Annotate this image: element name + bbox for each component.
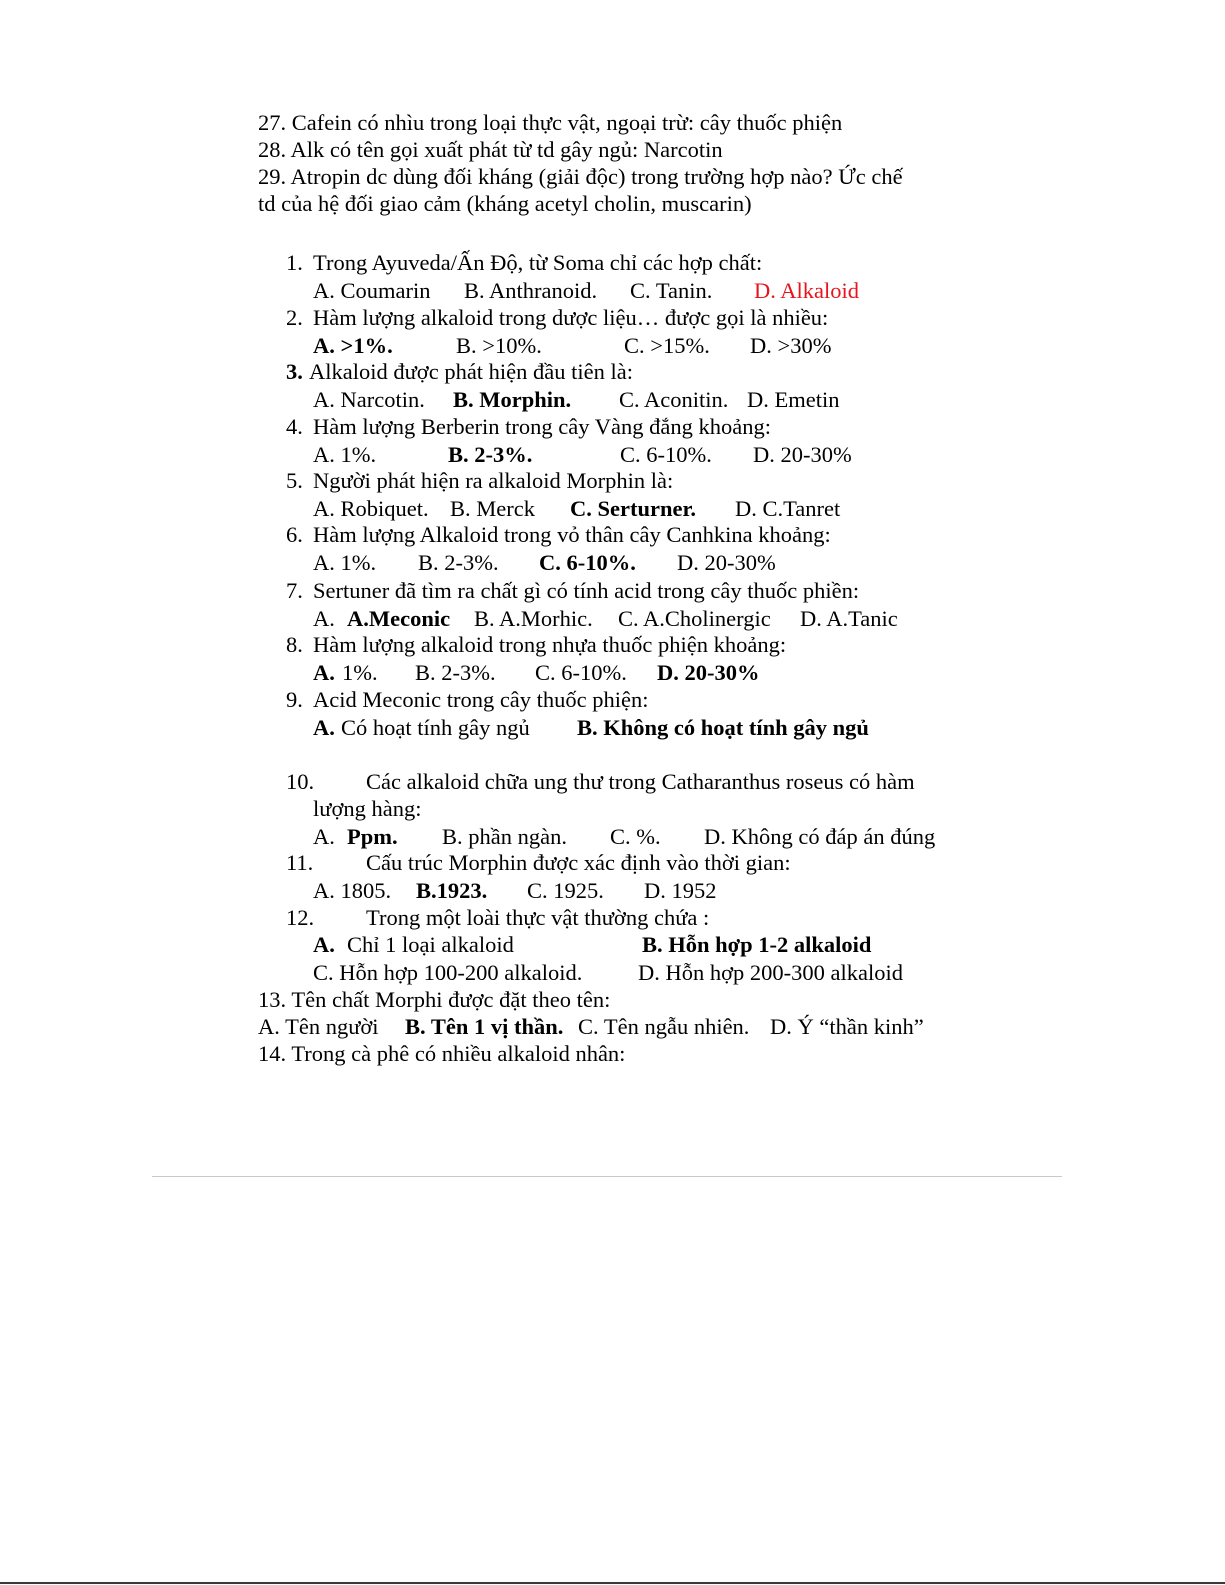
option-c: C. Tanin.	[630, 278, 713, 303]
question-14: 14. Trong cà phê có nhiều alkaloid nhân:	[258, 1041, 626, 1066]
option-a-answer: Ppm.	[347, 824, 398, 849]
question-text: Người phát hiện ra alkaloid Morphin là:	[313, 468, 674, 493]
option-a-value: Có hoạt tính gây ngủ	[341, 715, 530, 740]
note-29-line1: 29. Atropin dc dùng đối kháng (giải độc) trong trường hợp nào? Ức chế	[258, 164, 903, 189]
option-d: D. >30%	[750, 333, 832, 358]
question-text: Cấu trúc Morphin được xác định vào thời gian:	[366, 850, 791, 875]
option-c: C. 1925.	[527, 878, 604, 903]
question-text: Alkaloid được phát hiện đầu tiên là:	[309, 359, 634, 384]
option-d-answer: D. 20-30%	[657, 660, 760, 685]
option-c: C. Tên ngẫu nhiên.	[578, 1014, 750, 1039]
question-number: 8.	[286, 632, 303, 657]
option-a-letter: A.	[313, 824, 335, 849]
option-c: C. 6-10%.	[620, 442, 712, 467]
option-a-answer: A.Meconic	[347, 606, 451, 631]
option-d: D. Không có đáp án đúng	[704, 824, 936, 849]
question-number: 3.	[286, 359, 303, 384]
question-text: Các alkaloid chữa ung thư trong Catharanthus roseus có hàm	[366, 769, 915, 794]
option-a-answer: A. >1%.	[313, 333, 393, 358]
question-text: Hàm lượng Alkaloid trong vỏ thân cây Canhkina khoảng:	[313, 522, 831, 547]
option-b-answer: B. Tên 1 vị thần.	[405, 1014, 564, 1039]
option-c-answer: C. Serturner.	[570, 496, 697, 521]
option-a: A. Robiquet.	[313, 496, 429, 521]
option-b-answer: B. Hỗn hợp 1-2 alkaloid	[642, 932, 872, 957]
option-a: A. Narcotin.	[313, 387, 425, 412]
option-a: A. 1%.	[313, 550, 377, 575]
question-number: 9.	[286, 687, 303, 712]
option-b-answer: B.1923.	[416, 878, 488, 903]
option-d: D. Emetin	[747, 387, 840, 412]
option-d: D. A.Tanic	[800, 606, 898, 631]
option-b-answer: B. 2-3%.	[448, 442, 533, 467]
option-b: B. 2-3%.	[418, 550, 499, 575]
question-number: 2.	[286, 305, 303, 330]
question-number: 1.	[286, 250, 303, 275]
option-b: B. >10%.	[456, 333, 542, 358]
question-text: Hàm lượng alkaloid trong nhựa thuốc phiện khoảng:	[313, 632, 787, 657]
question-text: Trong một loài thực vật thường chứa :	[366, 905, 710, 930]
option-d: D. 20-30%	[677, 550, 776, 575]
option-a: A. 1%.	[313, 442, 377, 467]
option-c: C. 6-10%.	[535, 660, 627, 685]
option-c-answer: C. 6-10%.	[539, 550, 636, 575]
option-c: C. Hỗn hợp 100-200 alkaloid.	[313, 960, 583, 985]
option-b: B. Merck	[450, 496, 535, 521]
option-d: D. 20-30%	[753, 442, 852, 467]
option-d: D. Hỗn hợp 200-300 alkaloid	[638, 960, 903, 985]
option-d: D. C.Tanret	[735, 496, 841, 521]
question-13: 13. Tên chất Morphi được đặt theo tên:	[258, 987, 611, 1012]
question-number: 4.	[286, 414, 303, 439]
option-d-answer: D. Alkaloid	[754, 278, 859, 303]
option-b: B. Anthranoid.	[464, 278, 598, 303]
question-text: Hàm lượng alkaloid trong dược liệu… được gọi là nhiều:	[313, 305, 829, 330]
option-a: A. 1805.	[313, 878, 392, 903]
option-a-letter: A.	[313, 660, 335, 685]
option-c: C. A.Cholinergic	[618, 606, 771, 631]
option-b: B. phần ngàn.	[442, 824, 567, 849]
option-a-letter: A.	[313, 715, 335, 740]
question-text: Sertuner đã tìm ra chất gì có tính acid trong cây thuốc phiền:	[313, 578, 860, 603]
option-b: B. A.Morhic.	[474, 606, 593, 631]
option-a: A. Coumarin	[313, 278, 431, 303]
option-c: C. %.	[610, 824, 661, 849]
option-a: A. Tên người	[258, 1014, 379, 1039]
question-text: Acid Meconic trong cây thuốc phiện:	[313, 687, 649, 712]
question-text: Hàm lượng Berberin trong cây Vàng đắng khoảng:	[313, 414, 771, 439]
option-a-value: 1%.	[342, 660, 378, 685]
note-27: 27. Cafein có nhìu trong loại thực vật, ngoại trừ: cây thuốc phiện	[258, 110, 843, 135]
option-c: C. Aconitin.	[619, 387, 729, 412]
question-number: 12.	[286, 905, 315, 930]
option-a-prefix: A.	[313, 606, 335, 631]
question-text: Trong Ayuveda/Ấn Độ, từ Soma chỉ các hợp chất:	[313, 250, 763, 275]
option-a-value: Chỉ 1 loại alkaloid	[347, 932, 514, 957]
option-d: D. Ý “thần kinh”	[770, 1014, 924, 1039]
question-number: 6.	[286, 522, 303, 547]
option-b-answer: B. Morphin.	[453, 387, 572, 412]
option-a-letter: A.	[313, 932, 335, 957]
note-29-line2: td của hệ đối giao cảm (kháng acetyl cholin, muscarin)	[258, 191, 752, 216]
question-10-text-cont: lượng hàng:	[313, 796, 422, 821]
page-divider	[152, 1176, 1062, 1177]
note-28: 28. Alk có tên gọi xuất phát từ td gây ngủ: Narcotin	[258, 137, 723, 162]
question-number: 7.	[286, 578, 303, 603]
question-number: 10.	[286, 769, 315, 794]
question-number: 5.	[286, 468, 303, 493]
option-c: C. >15%.	[624, 333, 710, 358]
option-b: B. 2-3%.	[415, 660, 496, 685]
page-bottom-edge	[0, 1582, 1225, 1584]
option-b-answer: B. Không có hoạt tính gây ngủ	[577, 715, 869, 740]
question-number: 11.	[286, 850, 314, 875]
option-d: D. 1952	[644, 878, 717, 903]
